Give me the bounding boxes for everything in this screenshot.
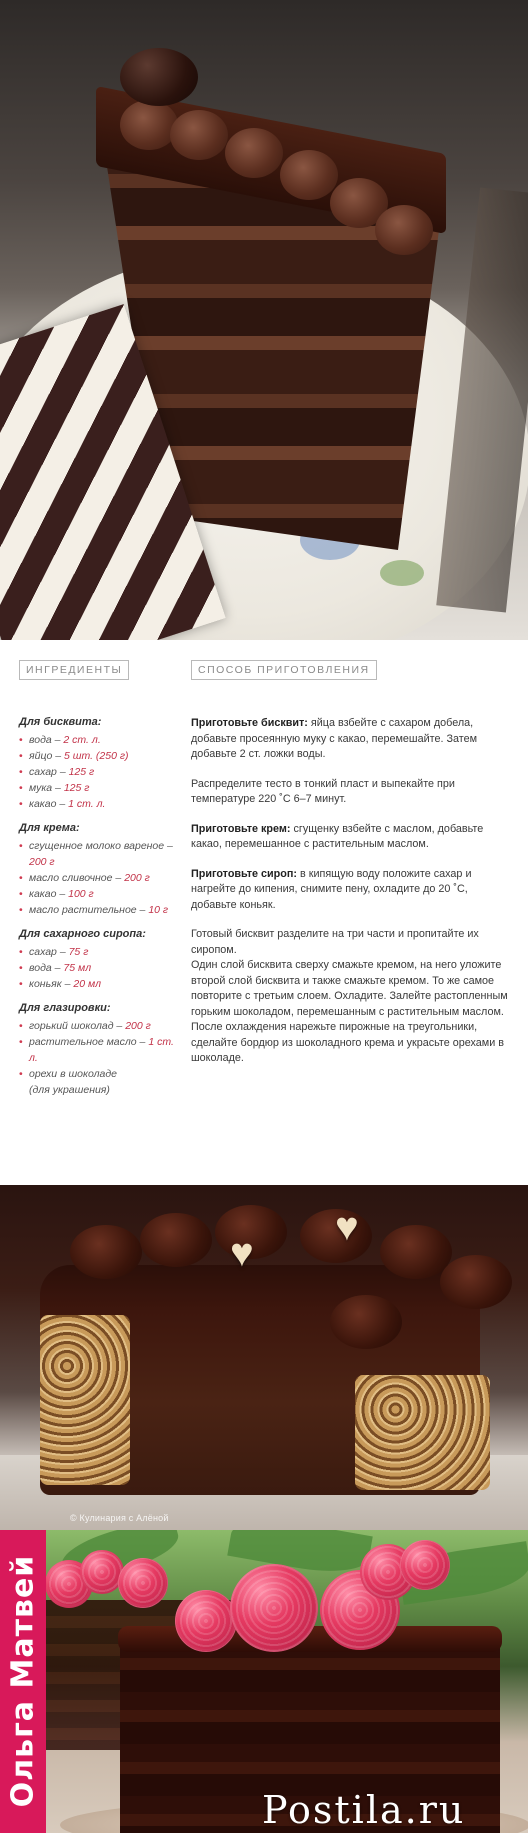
ingredient-name: горький шоколад <box>29 1020 114 1032</box>
method-step <box>191 1020 511 1067</box>
ingredient-qty: 200 г <box>124 872 150 884</box>
cream-swirl <box>380 1225 452 1279</box>
step-title: Приготовьте крем: <box>191 822 291 835</box>
raspberry <box>400 1540 450 1590</box>
ingredients-heading: ИНГРЕДИЕНТЫ <box>19 660 129 680</box>
ingredient-group <box>19 822 179 918</box>
ingredient-group <box>19 716 179 812</box>
step-text: сгущенку взбейте с маслом, добавьте какао, перемешанное с растительным маслом. <box>191 822 484 850</box>
ingredient-item: • какао – 1 ст. л. <box>19 796 179 812</box>
step-text: После охлаждения нарежьте пирожные на треугольники, сделайте бордюр из шоколадного крема и украсьте орехами в шоколаде. <box>191 1021 504 1064</box>
brand-watermark: Postila.ru <box>262 1788 466 1832</box>
ingredient-qty: 75 г <box>68 946 89 958</box>
ingredient-item: • масло сливочное – 200 г <box>19 870 179 886</box>
ingredient-item: • масло растительное – 10 г <box>19 902 179 918</box>
raspberry <box>118 1558 168 1608</box>
ingredient-item: • растительное масло – 1 ст. л. <box>19 1034 179 1066</box>
author-band <box>0 1530 46 1833</box>
step-text: Готовый бисквит разделите на три части и пропитайте их сиропом. <box>191 928 479 956</box>
ingredient-item <box>19 1066 179 1082</box>
ingredient-name: сахар <box>29 946 57 958</box>
method-column <box>191 716 511 1081</box>
raspberry <box>175 1590 237 1652</box>
ingredient-qty: 5 шт. (250 г) <box>63 750 129 762</box>
method-heading: СПОСОБ ПРИГОТОВЛЕНИЯ <box>191 660 377 680</box>
ingredient-group-title: Для крема: <box>19 822 80 834</box>
method-step <box>191 716 511 763</box>
ingredient-item: • яйцо – 5 шт. (250 г) <box>19 748 179 764</box>
method-step <box>191 958 511 1020</box>
ingredient-qty: 10 г <box>148 904 169 916</box>
ingredient-item: • горький шоколад – 200 г <box>19 1018 179 1034</box>
ingredient-qty: 200 г <box>29 856 55 868</box>
ingredient-qty: 2 ст. л. <box>63 734 101 746</box>
cream-swirl <box>70 1225 142 1279</box>
top-cake-photo <box>0 0 528 640</box>
method-step <box>191 777 511 808</box>
method-step <box>191 822 511 853</box>
ingredient-item: • вода – 2 ст. л. <box>19 732 179 748</box>
ingredient-name: растительное масло <box>29 1036 137 1048</box>
recipe-section <box>0 640 528 1185</box>
ingredient-item: • сахар – 75 г <box>19 944 179 960</box>
ingredient-group <box>19 928 179 992</box>
step-title: Приготовьте бисквит: <box>191 717 308 729</box>
ingredient-group-title: Для сахарного сиропа: <box>19 928 146 940</box>
ingredient-group <box>19 1002 179 1098</box>
cream-rosette <box>170 110 228 160</box>
cream-rosette <box>280 150 338 200</box>
ingredient-qty: 125 г <box>63 782 90 794</box>
ingredient-qty: 75 мл <box>63 962 92 974</box>
chocolate-nut <box>120 48 198 106</box>
heart-decoration: ♥ <box>335 1205 359 1249</box>
ingredient-qty: 1 ст. л. <box>29 1036 174 1064</box>
method-step <box>191 927 511 958</box>
ingredient-name: какао <box>29 798 57 810</box>
ingredient-qty: 100 г <box>68 888 94 900</box>
ingredient-name: сахар <box>29 766 57 778</box>
ingredient-item: • вода – 75 мл <box>19 960 179 976</box>
nut-border <box>40 1315 130 1485</box>
ingredient-name: коньяк <box>29 978 62 990</box>
ingredient-group-title: Для бисквита: <box>19 716 102 728</box>
ingredient-item: • какао – 100 г <box>19 886 179 902</box>
ingredient-qty: 1 ст. л. <box>68 798 106 810</box>
bottom-cake-photo <box>0 1530 528 1833</box>
ingredient-item: • сахар – 125 г <box>19 764 179 780</box>
ingredient-item: • сгущенное молоко вареное – 200 г <box>19 838 179 870</box>
photo-watermark: © Кулинария с Алёной <box>70 1513 169 1523</box>
method-step <box>191 867 511 914</box>
ingredients-column <box>19 716 179 1108</box>
cream-rosette <box>120 100 178 150</box>
ingredient-name: какао <box>29 888 57 900</box>
cream-rosette <box>225 128 283 178</box>
middle-cake-photo <box>0 1185 528 1530</box>
step-title: Приготовьте сироп: <box>191 867 297 880</box>
ingredient-qty: 20 мл <box>73 978 102 990</box>
ingredient-name: яйцо <box>29 750 53 762</box>
raspberry <box>230 1564 318 1652</box>
cream-swirl <box>140 1213 212 1267</box>
cream-swirl <box>330 1295 402 1349</box>
ingredient-name: масло сливочное <box>29 872 113 884</box>
ingredient-name: орехи в шоколаде <box>29 1068 117 1080</box>
cream-swirl <box>440 1255 512 1309</box>
author-name: Ольга Матвей <box>5 1554 41 1808</box>
step-text: Один слой бисквита сверху смажьте кремом, на него уложите второй слой бисквита и также смажьте кремом. То же самое повторите с третьим слоем. Охладите. Залейте растопленным горьким шоколадом, перемешанным с растительным маслом. <box>191 959 508 1018</box>
ingredient-name: мука <box>29 782 53 794</box>
ingredient-item: • коньяк – 20 мл <box>19 976 179 992</box>
ingredient-qty: 200 г <box>125 1020 151 1032</box>
plate-pattern <box>380 560 424 586</box>
ingredient-group-title: Для глазировки: <box>19 1002 111 1014</box>
step-text: яйца взбейте с сахаром добела, добавьте просеянную муку с какао, перемешайте. Затем добавьте 2 ст. ложки воды. <box>191 717 477 760</box>
ingredient-name: вода <box>29 734 52 746</box>
ingredient-name: сгущенное молоко вареное <box>29 840 165 852</box>
step-text: Распределите тесто в тонкий пласт и выпекайте при температуре 220 ˚С 6–7 минут. <box>191 777 455 805</box>
ingredient-name: масло растительное <box>29 904 137 916</box>
step-text: в кипящую воду положите сахар и нагрейте до кипения, снимите пену, охладите до 20 ˚С, добавьте коньяк. <box>191 867 472 911</box>
cream-rosette <box>375 205 433 255</box>
heart-decoration: ♥ <box>230 1231 254 1275</box>
ingredient-name: вода <box>29 962 52 974</box>
ingredient-note: (для украшения) <box>29 1084 110 1096</box>
nut-border <box>355 1375 490 1490</box>
ingredient-qty: 125 г <box>68 766 95 778</box>
ingredient-item: • мука – 125 г <box>19 780 179 796</box>
